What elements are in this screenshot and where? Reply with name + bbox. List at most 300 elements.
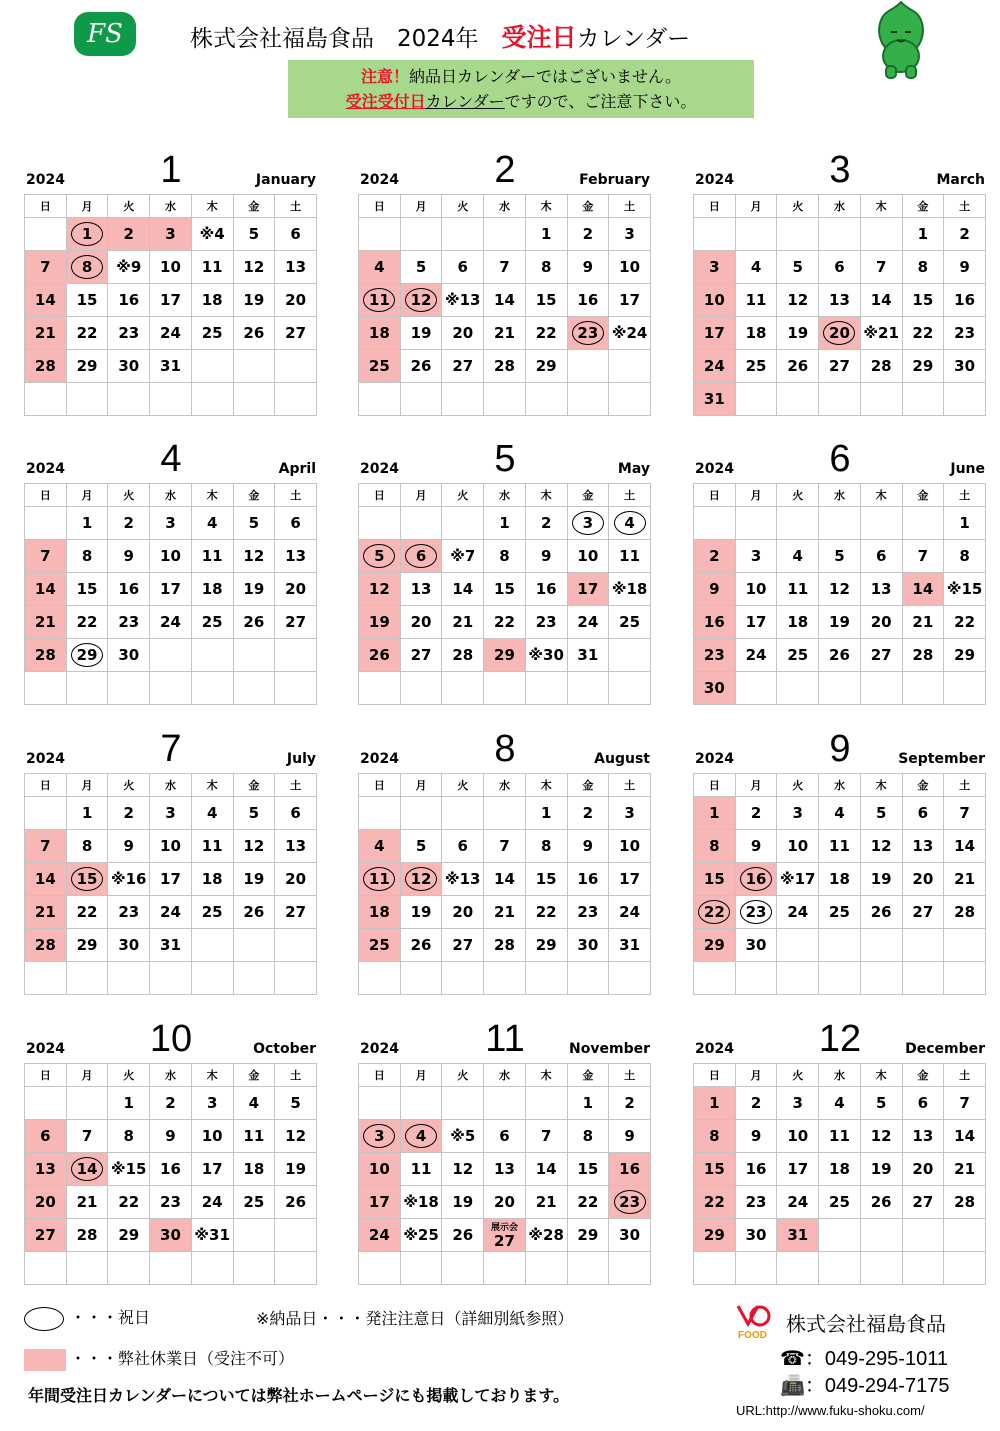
day-cell: 6 <box>860 540 902 573</box>
day-cell <box>609 350 651 383</box>
day-cell: 6 <box>275 218 317 251</box>
day-cell: 22 <box>525 896 567 929</box>
day-cell <box>484 1087 526 1120</box>
day-cell <box>567 1252 609 1285</box>
month-number: 11 <box>485 1018 525 1060</box>
week-row <box>359 218 651 251</box>
week-row <box>694 1120 986 1153</box>
day-cell: ※21 <box>860 317 902 350</box>
month-header <box>24 147 318 194</box>
week-row <box>359 540 651 573</box>
day-cell: 9 <box>567 251 609 284</box>
day-cell <box>567 962 609 995</box>
month-header <box>693 1016 987 1063</box>
day-cell <box>191 350 233 383</box>
day-cell <box>25 383 67 416</box>
day-cell: 24 <box>150 317 192 350</box>
day-cell: 22 <box>567 1186 609 1219</box>
day-cell: 25 <box>819 896 861 929</box>
day-cell <box>359 284 401 317</box>
svg-text:FOOD: FOOD <box>738 1330 767 1341</box>
week-row <box>25 962 317 995</box>
day-cell: 24 <box>777 1186 819 1219</box>
weekday-header-row <box>694 484 986 507</box>
week-row <box>694 797 986 830</box>
day-cell <box>400 507 442 540</box>
day-cell: 13 <box>400 573 442 606</box>
day-cell <box>442 1087 484 1120</box>
day-cell: 20 <box>442 317 484 350</box>
mascot-icon <box>870 0 932 80</box>
day-cell: 4 <box>735 251 777 284</box>
day-cell <box>484 962 526 995</box>
day-cell: 26 <box>275 1186 317 1219</box>
day-cell <box>191 929 233 962</box>
day-cell: 5 <box>860 1087 902 1120</box>
day-cell <box>25 1252 67 1285</box>
week-row <box>694 672 986 705</box>
weekday-label: 木 <box>860 484 902 507</box>
day-cell <box>860 507 902 540</box>
day-cell <box>442 383 484 416</box>
day-cell <box>66 962 108 995</box>
day-cell <box>567 350 609 383</box>
day-cell <box>233 350 275 383</box>
day-cell: 25 <box>191 896 233 929</box>
title-highlight: 受注日 <box>501 23 577 52</box>
week-row <box>359 383 651 416</box>
day-cell: 28 <box>66 1219 108 1252</box>
day-cell: 26 <box>359 639 401 672</box>
day-cell: 12 <box>233 251 275 284</box>
day-cell: 3 <box>735 540 777 573</box>
day-cell <box>359 672 401 705</box>
day-cell <box>233 383 275 416</box>
day-cell: 9 <box>525 540 567 573</box>
day-cell <box>400 284 442 317</box>
weekday-label: 金 <box>233 484 275 507</box>
day-cell <box>359 540 401 573</box>
day-cell: 31 <box>694 383 736 416</box>
day-cell <box>902 383 944 416</box>
weekday-label: 火 <box>108 195 150 218</box>
day-cell: 21 <box>25 896 67 929</box>
week-row <box>694 830 986 863</box>
day-cell: 27 <box>902 896 944 929</box>
day-cell: 29 <box>66 350 108 383</box>
week-row <box>25 1186 317 1219</box>
day-cell: 23 <box>150 1186 192 1219</box>
month-calendar <box>693 1016 987 1285</box>
month-year: 2024 <box>26 751 65 767</box>
day-cell <box>150 1252 192 1285</box>
day-cell: 19 <box>359 606 401 639</box>
day-cell: 20 <box>275 573 317 606</box>
month-year: 2024 <box>360 172 399 188</box>
day-cell: 17 <box>150 573 192 606</box>
day-cell: 29 <box>484 639 526 672</box>
day-cell: 17 <box>609 863 651 896</box>
week-row <box>25 672 317 705</box>
day-cell: 28 <box>944 1186 986 1219</box>
holiday-circle: 22 <box>698 900 730 924</box>
day-cell: 6 <box>275 507 317 540</box>
day-cell: 15 <box>694 1153 736 1186</box>
week-row <box>359 317 651 350</box>
event-label: 展示会 <box>490 1222 518 1233</box>
day-cell <box>777 507 819 540</box>
day-cell: 27 <box>442 350 484 383</box>
day-cell: 19 <box>275 1153 317 1186</box>
day-cell: 10 <box>150 540 192 573</box>
day-cell: 2 <box>735 1087 777 1120</box>
day-cell: 7 <box>25 540 67 573</box>
day-cell <box>150 383 192 416</box>
day-cell <box>108 383 150 416</box>
day-cell <box>25 507 67 540</box>
day-cell: 30 <box>694 672 736 705</box>
weekday-label: 金 <box>902 484 944 507</box>
day-cell: ※9 <box>108 251 150 284</box>
day-cell <box>567 383 609 416</box>
month-table <box>358 483 651 705</box>
day-cell: ※28 <box>525 1219 567 1252</box>
day-cell: 17 <box>567 573 609 606</box>
day-cell <box>484 797 526 830</box>
day-cell <box>525 962 567 995</box>
day-cell: 21 <box>25 317 67 350</box>
day-cell <box>777 383 819 416</box>
week-row <box>25 251 317 284</box>
day-cell <box>150 962 192 995</box>
day-cell <box>860 1252 902 1285</box>
day-cell: 29 <box>694 1219 736 1252</box>
weekday-label: 金 <box>233 195 275 218</box>
day-cell <box>66 1252 108 1285</box>
weekday-header-row <box>694 774 986 797</box>
weekday-label: 水 <box>150 1064 192 1087</box>
month-year: 2024 <box>26 1041 65 1057</box>
day-cell: 13 <box>902 1120 944 1153</box>
day-cell: 20 <box>442 896 484 929</box>
week-row <box>359 251 651 284</box>
weekday-label: 日 <box>694 774 736 797</box>
day-cell: 23 <box>525 606 567 639</box>
day-cell: 26 <box>777 350 819 383</box>
day-cell: 17 <box>777 1153 819 1186</box>
day-cell: 21 <box>66 1186 108 1219</box>
day-cell <box>233 1252 275 1285</box>
week-row <box>25 284 317 317</box>
week-row <box>25 929 317 962</box>
day-cell: 3 <box>150 218 192 251</box>
week-row <box>25 383 317 416</box>
day-cell: 24 <box>567 606 609 639</box>
legend-holiday: ・・・祝日 <box>24 1305 150 1331</box>
weekday-label: 日 <box>25 774 67 797</box>
day-cell: 28 <box>25 929 67 962</box>
holiday-circle: 4 <box>614 511 646 535</box>
weekday-label: 金 <box>233 1064 275 1087</box>
weekday-label: 火 <box>777 484 819 507</box>
day-cell <box>735 672 777 705</box>
weekday-label: 水 <box>484 774 526 797</box>
day-cell: 8 <box>484 540 526 573</box>
day-cell <box>944 1219 986 1252</box>
month-number: 2 <box>494 149 516 191</box>
weekday-label: 月 <box>400 774 442 797</box>
month-name: December <box>905 1041 985 1057</box>
day-cell: 22 <box>66 606 108 639</box>
day-cell: 23 <box>944 317 986 350</box>
month-year: 2024 <box>695 461 734 477</box>
day-cell: 27 <box>275 896 317 929</box>
day-cell: 19 <box>860 1153 902 1186</box>
day-cell: 28 <box>442 639 484 672</box>
food-variations-logo-icon <box>734 1302 780 1348</box>
holiday-circle: 20 <box>823 321 855 345</box>
day-cell: 31 <box>777 1219 819 1252</box>
holiday-circle: 5 <box>363 544 395 568</box>
day-cell: ※4 <box>191 218 233 251</box>
weekday-label: 土 <box>609 1064 651 1087</box>
month-calendar <box>24 436 318 705</box>
month-year: 2024 <box>695 751 734 767</box>
legend-closed: ・・・弊社休業日（受注不可） <box>24 1346 294 1371</box>
week-row <box>694 350 986 383</box>
day-cell: 13 <box>484 1153 526 1186</box>
weekday-label: 木 <box>191 195 233 218</box>
day-cell: ※13 <box>442 284 484 317</box>
day-cell: 29 <box>902 350 944 383</box>
week-row <box>25 350 317 383</box>
day-cell: 7 <box>944 1087 986 1120</box>
week-row <box>694 1153 986 1186</box>
day-cell: 22 <box>902 317 944 350</box>
day-cell <box>694 218 736 251</box>
holiday-circle: 1 <box>71 222 103 246</box>
week-row <box>25 863 317 896</box>
day-cell: 23 <box>108 606 150 639</box>
week-row <box>25 606 317 639</box>
day-cell <box>609 639 651 672</box>
weekday-label: 水 <box>150 484 192 507</box>
week-row <box>25 218 317 251</box>
day-cell: 26 <box>860 1186 902 1219</box>
day-cell <box>442 962 484 995</box>
weekday-label: 火 <box>108 484 150 507</box>
day-cell: 12 <box>860 1120 902 1153</box>
day-cell <box>359 383 401 416</box>
day-cell: 29 <box>66 929 108 962</box>
day-cell <box>359 1120 401 1153</box>
day-cell <box>400 1120 442 1153</box>
day-cell: 22 <box>484 606 526 639</box>
week-row <box>359 1153 651 1186</box>
day-cell: 22 <box>66 317 108 350</box>
day-cell: 28 <box>484 350 526 383</box>
weekday-label: 月 <box>735 774 777 797</box>
day-cell <box>191 639 233 672</box>
day-cell <box>233 929 275 962</box>
week-row <box>694 962 986 995</box>
day-cell: 20 <box>484 1186 526 1219</box>
week-row <box>359 284 651 317</box>
day-cell: 12 <box>275 1120 317 1153</box>
holiday-circle: 12 <box>405 867 437 891</box>
day-cell <box>400 1252 442 1285</box>
week-row <box>694 863 986 896</box>
day-cell: 11 <box>609 540 651 573</box>
month-table <box>358 773 651 995</box>
day-cell: 8 <box>108 1120 150 1153</box>
company-logo: FS <box>74 12 136 56</box>
day-cell: 4 <box>777 540 819 573</box>
week-row <box>25 1252 317 1285</box>
day-cell: 6 <box>902 797 944 830</box>
weekday-label: 水 <box>484 484 526 507</box>
day-cell: 12 <box>233 540 275 573</box>
day-cell: 8 <box>694 830 736 863</box>
day-cell: 15 <box>66 573 108 606</box>
month-number: 8 <box>494 728 516 770</box>
day-cell: 13 <box>860 573 902 606</box>
notice-box <box>288 60 754 118</box>
weekday-label: 水 <box>150 195 192 218</box>
day-cell: 25 <box>359 929 401 962</box>
day-cell: 28 <box>860 350 902 383</box>
day-cell <box>944 672 986 705</box>
day-cell <box>108 1252 150 1285</box>
day-cell <box>902 929 944 962</box>
day-cell: 17 <box>694 317 736 350</box>
day-cell: 8 <box>525 251 567 284</box>
day-cell: 10 <box>359 1153 401 1186</box>
weekday-label: 月 <box>66 195 108 218</box>
day-cell <box>860 672 902 705</box>
month-number: 4 <box>160 438 182 480</box>
day-cell: ※31 <box>191 1219 233 1252</box>
day-cell <box>191 672 233 705</box>
day-cell: 4 <box>819 797 861 830</box>
month-number: 6 <box>829 438 851 480</box>
day-cell: 29 <box>108 1219 150 1252</box>
week-row <box>359 573 651 606</box>
day-cell <box>777 929 819 962</box>
weekday-label: 金 <box>233 774 275 797</box>
weekday-label: 月 <box>735 484 777 507</box>
holiday-circle: 14 <box>71 1157 103 1181</box>
day-cell: 4 <box>819 1087 861 1120</box>
day-cell <box>66 218 108 251</box>
day-cell: 13 <box>25 1153 67 1186</box>
day-cell: 27 <box>25 1219 67 1252</box>
day-cell: 18 <box>233 1153 275 1186</box>
day-cell: ※18 <box>609 573 651 606</box>
day-cell: 13 <box>275 540 317 573</box>
day-cell: 11 <box>400 1153 442 1186</box>
month-table <box>358 194 651 416</box>
weekday-label: 日 <box>25 484 67 507</box>
week-row <box>25 317 317 350</box>
day-cell: 21 <box>442 606 484 639</box>
day-cell <box>902 672 944 705</box>
day-cell <box>694 896 736 929</box>
day-cell: 11 <box>191 540 233 573</box>
day-cell: 9 <box>944 251 986 284</box>
weekday-label: 日 <box>25 1064 67 1087</box>
day-cell: 4 <box>191 507 233 540</box>
month-table <box>693 1063 986 1285</box>
day-cell <box>25 962 67 995</box>
month-year: 2024 <box>26 172 65 188</box>
month-number: 3 <box>829 149 851 191</box>
day-cell <box>359 218 401 251</box>
day-cell: 20 <box>25 1186 67 1219</box>
day-cell: 31 <box>609 929 651 962</box>
weekday-header-row <box>359 484 651 507</box>
weekday-label: 火 <box>777 774 819 797</box>
month-table <box>24 773 317 995</box>
day-cell: 24 <box>150 606 192 639</box>
week-row <box>694 639 986 672</box>
weekday-header-row <box>359 774 651 797</box>
day-cell: 15 <box>484 573 526 606</box>
day-cell: 3 <box>777 797 819 830</box>
month-name: September <box>898 751 985 767</box>
day-cell: 8 <box>944 540 986 573</box>
pink-swatch <box>24 1349 66 1371</box>
day-cell <box>359 507 401 540</box>
day-cell: 3 <box>609 797 651 830</box>
week-row <box>694 1087 986 1120</box>
day-cell <box>484 218 526 251</box>
weekday-label: 月 <box>66 484 108 507</box>
day-cell: 3 <box>777 1087 819 1120</box>
day-cell: 25 <box>819 1186 861 1219</box>
website-url[interactable]: URL:http://www.fuku-shoku.com/ <box>736 1403 925 1418</box>
month-name: January <box>255 172 316 188</box>
holiday-circle: 15 <box>71 867 103 891</box>
day-cell: 18 <box>819 863 861 896</box>
day-cell <box>275 962 317 995</box>
week-row <box>359 929 651 962</box>
weekday-label: 金 <box>902 1064 944 1087</box>
day-cell: 29 <box>567 1219 609 1252</box>
day-cell: 30 <box>944 350 986 383</box>
day-cell <box>567 317 609 350</box>
day-cell: 21 <box>484 317 526 350</box>
weekday-label: 木 <box>191 484 233 507</box>
day-cell: 18 <box>819 1153 861 1186</box>
day-cell <box>66 251 108 284</box>
week-row <box>359 1186 651 1219</box>
day-cell: 12 <box>860 830 902 863</box>
month-year: 2024 <box>360 751 399 767</box>
day-cell: 3 <box>191 1087 233 1120</box>
day-cell <box>233 1219 275 1252</box>
day-cell: 9 <box>694 573 736 606</box>
day-cell: 11 <box>191 251 233 284</box>
circle-legend-icon <box>24 1307 64 1331</box>
day-cell: 29 <box>525 350 567 383</box>
month-header <box>693 726 987 773</box>
day-cell: 15 <box>525 284 567 317</box>
day-cell: 12 <box>777 284 819 317</box>
weekday-label: 土 <box>275 484 317 507</box>
day-cell: 11 <box>735 284 777 317</box>
day-cell: 19 <box>777 317 819 350</box>
